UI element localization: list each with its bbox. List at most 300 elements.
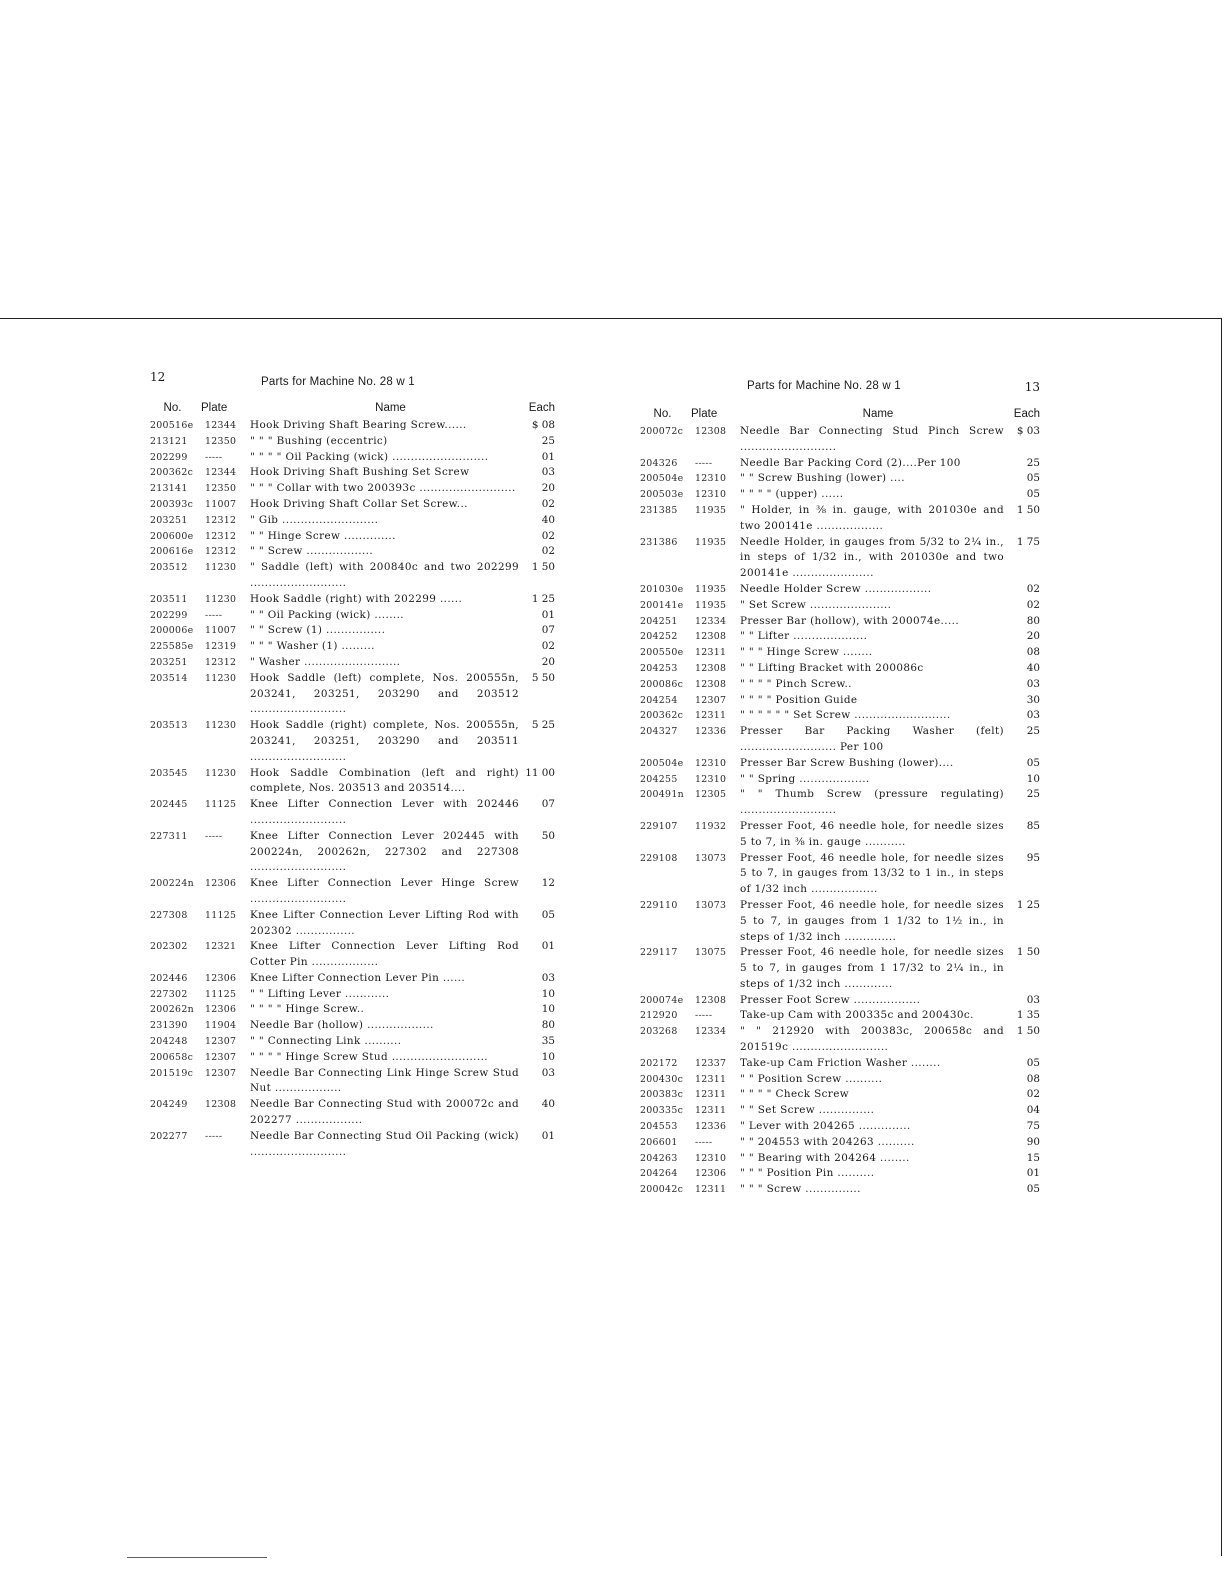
part-name: Needle Bar Packing Cord (2)....Per 100 [740,456,961,469]
part-number: 200074e [640,994,684,1006]
table-row [150,908,555,940]
part-name: " " " " Hinge Screw Stud .......................... [250,1050,488,1063]
part-number: 200550e [640,647,684,659]
col-name: Name [375,402,406,414]
price-each: 05 [1026,1183,1040,1196]
price-each: 40 [541,1098,555,1111]
plate-number: 12312 [205,530,237,542]
plate-number: 12311 [695,647,727,659]
part-number: 200141e [640,599,684,611]
plate-number: 12312 [205,514,237,526]
part-name: " " " Collar with two 200393c .......................... [250,482,516,495]
part-name: " " 204553 with 204263 .......... [740,1135,915,1148]
plate-number: 12310 [695,757,727,769]
part-name: Presser Bar Screw Bushing (lower).... [740,756,954,769]
plate-number: 11007 [205,498,237,510]
price-each: 07 [541,624,555,637]
col-each: Each [528,402,555,414]
part-number: 200600e [150,530,194,542]
table-row [150,497,555,513]
parts-list [640,424,1040,1198]
table-row [150,1129,555,1161]
price-each: 1 35 [1016,1009,1040,1022]
table-row [640,708,1040,724]
parts-list [150,418,555,1160]
plate-number: 12310 [695,773,727,785]
part-name: Knee Lifter Connection Lever Lifting Rod with 202302 ................ [250,908,519,937]
table-row [640,1024,1040,1056]
column-headers [640,400,1040,420]
page-title: Parts for Machine No. 28 w 1 [747,380,901,392]
footer-link-underline[interactable] [127,1557,267,1558]
table-row [640,1182,1040,1198]
plate-number: 12305 [695,789,727,801]
part-name: Presser Foot, 46 needle hole, for needle sizes 5 to 7, in gauges from 1 1/32 to 1½ in., in steps of 1/32 inch .............. [740,898,1004,943]
part-number: 227311 [150,830,188,842]
plate-number: ----- [205,1130,223,1142]
page-number: 13 [1024,380,1040,394]
part-number: 202445 [150,799,188,811]
column-headers [150,394,555,414]
table-row [150,529,555,545]
plate-number: 12311 [695,710,727,722]
table-row [640,471,1040,487]
table-row [640,456,1040,472]
part-number: 204255 [640,773,678,785]
part-name: Needle Holder Screw .................. [740,582,932,595]
table-row [150,544,555,560]
part-name: " " " " Pinch Screw.. [740,677,852,690]
plate-number: 12334 [695,615,727,627]
part-number: 200491n [640,789,684,801]
table-row [150,1018,555,1034]
part-name: " " Screw .................. [250,545,374,558]
table-row [640,1151,1040,1167]
price-each: 20 [1026,630,1040,643]
part-name: Hook Driving Shaft Bearing Screw...... [250,419,467,431]
plate-number: 11935 [695,504,727,516]
part-name: Knee Lifter Connection Lever with 202446 .......................... [250,798,519,826]
plate-number: 11007 [205,625,237,637]
plate-number: 11935 [695,583,727,595]
part-name: Knee Lifter Connection Lever 202445 with 200224n, 200262n, 227302 and 227308 .......................... [250,829,519,874]
price-each: 40 [541,513,555,526]
part-name: Hook Driving Shaft Collar Set Screw... [250,497,468,510]
part-name: " " Lifting Lever ............ [250,987,390,1000]
part-number: 229110 [640,899,678,911]
plate-number: 12336 [695,726,727,738]
col-each: Each [1013,408,1040,420]
table-row [150,718,555,765]
part-number: 202299 [150,451,188,463]
plate-number: 12336 [695,1121,727,1133]
table-row [150,1034,555,1050]
table-row [640,1072,1040,1088]
right-page [640,370,1040,1198]
plate-number: 12319 [205,641,237,653]
price-each: 5 50 [531,671,555,684]
part-name: " Washer .......................... [250,655,401,668]
part-number: 227302 [150,988,188,1000]
part-name: " " Oil Packing (wick) ........ [250,608,405,621]
col-plate: Plate [201,402,228,414]
part-number: 200658c [150,1051,194,1063]
part-number: 213141 [150,483,188,495]
part-number: 212920 [640,1010,678,1022]
price-each: 10 [1026,772,1040,785]
table-row [150,987,555,1003]
part-number: 225585e [150,641,194,653]
col-no: No. [653,408,672,420]
part-number: 231385 [640,504,678,516]
part-number: 203513 [150,720,188,732]
table-row [640,898,1040,945]
part-name: " " " " Oil Packing (wick) .......................... [250,450,489,463]
plate-number: 12344 [205,467,237,479]
part-number: 200042c [640,1184,684,1196]
part-number: 200393c [150,498,194,510]
price-each: 25 [1026,725,1040,738]
table-row [640,1119,1040,1135]
table-row [150,1097,555,1129]
part-number: 200362c [150,467,194,479]
part-number: 200504e [640,757,684,769]
page-title: Parts for Machine No. 28 w 1 [261,376,415,388]
plate-number: 12308 [695,662,727,674]
part-number: 202302 [150,941,188,953]
price-each: 12 [541,877,555,890]
price-each: 01 [541,1129,555,1142]
plate-number: 12308 [695,994,727,1006]
price-each: 10 [541,987,555,1000]
part-number: 200072c [640,426,684,437]
plate-number: 12334 [695,1026,727,1038]
part-name: " " " Position Pin .......... [740,1167,875,1180]
price-each: 25 [541,434,555,447]
part-number: 204253 [640,662,678,674]
price-each: 1 50 [531,561,555,574]
plate-number: 13073 [695,899,727,911]
part-name: " Holder, in ⅜ in. gauge, with 201030e and two 200141e .................. [740,503,1004,532]
part-number: 204252 [640,631,678,643]
price-each: 08 [1026,646,1040,659]
price-each: 02 [541,497,555,510]
table-row [640,819,1040,851]
plate-number: 12308 [695,678,727,690]
table-row [640,1056,1040,1072]
table-row [640,724,1040,756]
part-name: " Set Screw ...................... [740,598,892,611]
price-each: 05 [1026,472,1040,485]
table-row [640,945,1040,992]
table-row [640,787,1040,819]
part-name: " " " Hinge Screw ........ [740,646,873,659]
plate-number: 12311 [695,1073,727,1085]
part-name: " " Set Screw ............... [740,1104,875,1117]
price-each: 20 [541,482,555,495]
price-each: 01 [541,940,555,953]
plate-number: ----- [205,451,223,463]
price-each: 1 50 [1016,946,1040,959]
plate-number: 12310 [695,1152,727,1164]
price-each: 25 [1026,456,1040,469]
table-row [150,592,555,608]
part-number: 204254 [640,694,678,706]
price-each: 01 [541,608,555,621]
part-number: 202446 [150,972,188,984]
part-number: 204251 [640,615,678,627]
part-name: " " Connecting Link .......... [250,1035,402,1048]
price-each: 10 [541,1003,555,1016]
part-name: Presser Foot, 46 needle hole, for needle sizes 5 to 7, in gauges from 13/32 to 1 in., in steps of 1/32 inch .................. [740,851,1004,896]
plate-number: ----- [205,830,223,842]
plate-number: 11904 [205,1020,237,1032]
table-row [640,1008,1040,1024]
right-page-header [640,376,1040,400]
plate-number: 12310 [695,473,727,485]
part-number: 204249 [150,1099,188,1111]
part-number: 200006e [150,625,194,637]
plate-number: 11935 [695,536,727,548]
table-row [150,450,555,466]
price-each: 20 [541,655,555,668]
part-number: 200362c [640,710,684,722]
price-each: 25 [1026,788,1040,801]
plate-number: 11125 [205,988,237,1000]
plate-number: 12307 [205,1067,237,1079]
table-row [640,1103,1040,1119]
table-row [150,434,555,450]
part-name: " " Hinge Screw .............. [250,529,396,542]
plate-number: 11230 [205,562,237,574]
table-row [640,661,1040,677]
part-number: 204327 [640,726,678,738]
part-name: " " " " " " Set Screw .......................... [740,709,951,722]
table-row [150,560,555,592]
table-row [640,1087,1040,1103]
plate-number: 12307 [695,694,727,706]
table-row [150,655,555,671]
price-each: 1 25 [1016,898,1040,911]
part-name: Needle Bar Connecting Stud with 200072c and 202277 .................. [250,1098,519,1127]
part-number: 203545 [150,767,188,779]
plate-number: 11230 [205,767,237,779]
part-number: 200383c [640,1089,684,1101]
part-number: 200503e [640,489,684,501]
price-each: 03 [541,1066,555,1079]
price-each: 03 [1026,709,1040,722]
part-name: " " " Bushing (eccentric) [250,434,388,447]
part-name: Needle Holder, in gauges from 5/32 to 2¼ in., in steps of 1/32 in., with 201030e and two 200141e ...................... [740,535,1004,580]
part-name: " " " " (upper) ...... [740,488,844,501]
part-name: " " " Washer (1) ......... [250,640,375,653]
part-name: Take-up Cam Friction Washer ........ [740,1056,941,1069]
price-each: 1 25 [531,592,555,605]
part-number: 203512 [150,562,188,574]
part-name: " " Bearing with 204264 ........ [740,1151,910,1164]
price-each: 80 [1026,614,1040,627]
part-number: 200262n [150,1004,194,1016]
part-number: 206601 [640,1136,678,1148]
price-each: 1 50 [1016,503,1040,516]
part-name: Needle Bar Connecting Stud Pinch Screw .......................... [740,425,1004,453]
price-each: 03 [1026,993,1040,1006]
plate-number: ----- [695,1136,713,1148]
plate-number: 12344 [205,420,237,431]
price-each: 05 [1026,756,1040,769]
plate-number: 12350 [205,435,237,447]
part-name: Knee Lifter Connection Lever Hinge Screw .......................... [250,877,519,905]
table-row [150,465,555,481]
price-each: 15 [1026,1151,1040,1164]
plate-number: 12311 [695,1105,727,1117]
plate-number: 11125 [205,799,237,811]
part-name: " " Screw (1) ................ [250,624,386,637]
part-number: 203268 [640,1026,678,1038]
table-row [640,614,1040,630]
left-page-header [150,370,555,394]
part-name: " " " " Hinge Screw.. [250,1003,365,1016]
plate-number: 12310 [695,489,727,501]
table-row [150,876,555,908]
plate-number: 12308 [205,1099,237,1111]
part-number: 200504e [640,473,684,485]
price-each: 02 [541,529,555,542]
table-row [150,971,555,987]
part-name: Needle Bar Connecting Link Hinge Screw Stud Nut .................. [250,1066,519,1095]
plate-number: ----- [695,457,713,469]
part-name: " " " " Position Guide [740,693,858,706]
table-row [640,756,1040,772]
part-name: " " 212920 with 200383c, 200658c and 201519c .......................... [740,1025,1004,1054]
part-number: 200616e [150,546,194,558]
table-row [150,608,555,624]
plate-number: 12306 [695,1168,727,1180]
plate-number: 12306 [205,878,237,890]
price-each: 35 [541,1035,555,1048]
plate-number: 12307 [205,1036,237,1048]
plate-number: 13073 [695,852,727,864]
plate-number: 12312 [205,546,237,558]
table-row [150,1050,555,1066]
price-each: 11 00 [525,766,555,779]
part-name: Presser Bar Packing Washer (felt) .......................... Per 100 [740,725,1004,753]
table-row [640,598,1040,614]
part-name: " " Position Screw .......... [740,1072,883,1085]
part-number: 229107 [640,820,678,832]
table-row [640,424,1040,456]
part-name: Hook Driving Shaft Bushing Set Screw [250,466,470,479]
plate-number: 11230 [205,593,237,605]
part-name: Hook Saddle Combination (left and right) complete, Nos. 203513 and 203514.... [250,766,519,795]
price-each: 03 [1026,677,1040,690]
part-name: Presser Foot, 46 needle hole, for needle sizes 5 to 7, in ⅜ in. gauge ........... [740,819,1004,848]
part-number: 213121 [150,435,188,447]
price-each: 95 [1026,851,1040,864]
part-name: " " Lifter .................... [740,630,868,643]
table-row [150,639,555,655]
part-number: 201030e [640,583,684,595]
price-each: 03 [541,466,555,479]
table-row [640,503,1040,535]
part-name: Take-up Cam with 200335c and 200430c. [740,1009,974,1022]
price-each: 80 [541,1019,555,1032]
plate-number: 12321 [205,941,237,953]
part-number: 202277 [150,1130,188,1142]
left-page [150,370,555,1160]
price-each: 01 [1026,1167,1040,1180]
table-row [640,993,1040,1009]
part-number: 200086c [640,678,684,690]
part-name: " " Lifting Bracket with 200086c [740,661,924,674]
part-name: " Gib .......................... [250,513,379,526]
price-each: 03 [541,971,555,984]
price-each: 05 [541,908,555,921]
table-row [150,829,555,876]
part-number: 204326 [640,457,678,469]
price-each: 02 [541,640,555,653]
table-row [150,1066,555,1098]
plate-number: 12307 [205,1051,237,1063]
plate-number: 12311 [695,1184,727,1196]
table-row [640,1135,1040,1151]
plate-number: 11125 [205,909,237,921]
price-each: 50 [541,829,555,842]
plate-number: ----- [695,1010,713,1022]
price-each: 05 [1026,1056,1040,1069]
plate-number: 11230 [205,720,237,732]
part-number: 203251 [150,656,188,668]
part-name: Hook Saddle (right) complete, Nos. 200555n, 203241, 203251, 203290 and 203511 .......................... [250,719,519,763]
part-number: 204248 [150,1036,188,1048]
part-name: Presser Foot, 46 needle hole, for needle sizes 5 to 7, in gauges from 1 17/32 to 2¼ in., in steps of 1/32 inch ............. [740,946,1004,990]
part-number: 231386 [640,536,678,548]
table-row [150,1002,555,1018]
price-each: 10 [541,1050,555,1063]
table-row [150,513,555,529]
col-plate: Plate [691,408,718,420]
price-each: 1 50 [1016,1025,1040,1038]
plate-number: 12308 [695,426,727,437]
price-each: 02 [1026,598,1040,611]
price-each: $ 08 [531,419,555,431]
table-row [640,772,1040,788]
col-no: No. [163,402,182,414]
plate-number: 12337 [695,1057,727,1069]
part-number: 200430c [640,1073,684,1085]
price-each: 02 [1026,582,1040,595]
part-name: " " " " Check Screw [740,1088,850,1101]
part-number: 202299 [150,609,188,621]
price-each: 02 [1026,1088,1040,1101]
price-each: 90 [1026,1135,1040,1148]
price-each: 04 [1026,1104,1040,1117]
plate-number: 11230 [205,672,237,684]
plate-number: 12350 [205,483,237,495]
plate-number: 11935 [695,599,727,611]
part-name: " " " Screw ............... [740,1183,861,1196]
part-number: 229117 [640,947,678,959]
part-number: 229108 [640,852,678,864]
part-name: " Saddle (left) with 200840c and two 202299 .......................... [250,561,519,589]
table-row [640,487,1040,503]
price-each: 30 [1026,693,1040,706]
table-row [640,1166,1040,1182]
part-name: Presser Foot Screw .................. [740,993,921,1006]
price-each: 08 [1026,1072,1040,1085]
part-name: Hook Saddle (right) with 202299 ...... [250,592,463,605]
table-row [150,797,555,829]
